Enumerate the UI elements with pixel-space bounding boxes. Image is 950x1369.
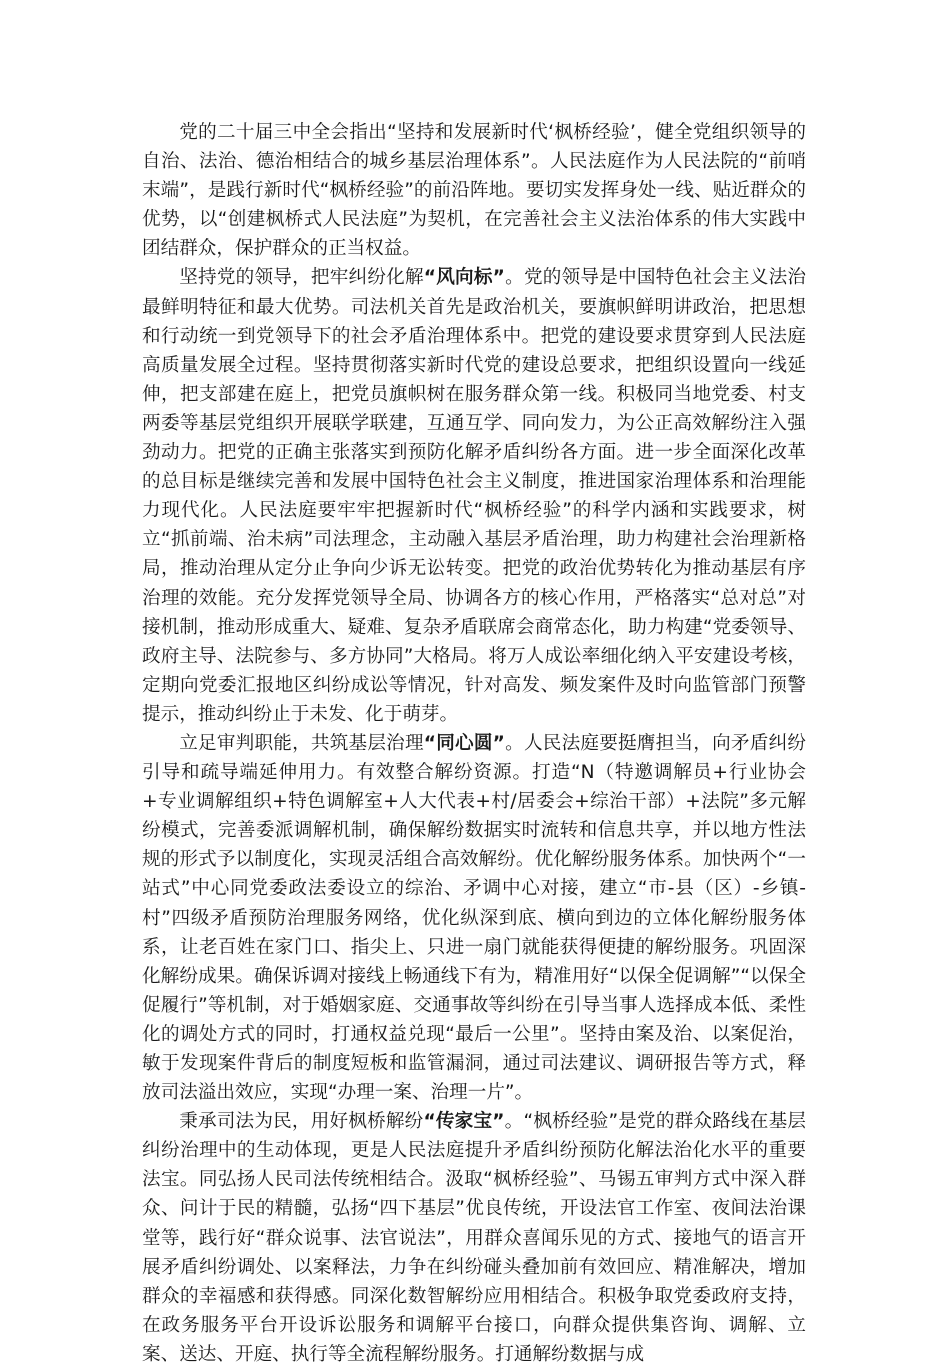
paragraph-intro [142,118,806,263]
paragraph-body: 党的二十届三中全会指出“坚持和发展新时代‘枫桥经验’，健全党组织领导的自治、法治、德治相结合的城乡基层治理体系”。人民法庭作为人民法院的“前哨末端”，是践行新时代“枫桥经验”的前沿阵地。要切实发挥身处一线、贴近群众的优势，以“创建枫桥式人民法庭”为契机，在完善社会主义法治体系的伟大实践中团结群众，保护群众的正当权益。 [142,122,806,260]
paragraph-party-leadership [142,263,806,729]
paragraph-trial-function [142,729,806,1107]
paragraph-lead: 立足审判职能，共筑基层治理 [179,732,424,754]
paragraph-body: 。“枫桥经验”是党的群众路线在基层纠纷治理中的生动体现，更是人民法庭提升矛盾纠纷预防化解法治化水平的重要法宝。同弘扬人民司法传统相结合。汲取“枫桥经验”、马锡五审判方式中深入群众、问计于民的精髓，弘扬“四下基层”优良传统，开设法官工作室、夜间法治课堂等，践行好“群众说事、法官说法”，用群众喜闻乐见的方式、接地气的语言开展矛盾纠纷调处、以案释法，力争在纠纷碰头叠加前有效回应、精准解决，增加群众的幸福感和获得感。同深化数智解纷应用相结合。积极争取党委政府支持，在政务服务平台开设诉讼服务和调解平台接口，向群众提供集咨询、调解、立案、送达、开庭、执行等全流程解纷服务。打通解纷数据与成 [142,1111,806,1365]
paragraph-lead: 坚持党的领导，把牢纠纷化解 [179,267,424,289]
document-page [142,118,806,1369]
paragraph-body: 。党的领导是中国特色社会主义法治最鲜明特征和最大优势。司法机关首先是政治机关，要旗帜鲜明讲政治，把思想和行动统一到党领导下的社会矛盾治理体系中。把党的建设要求贯穿到人民法庭高质量发展全过程。坚持贯彻落实新时代党的建设总要求，把组织设置向一线延伸，把支部建在庭上，把党员旗帜树在服务群众第一线。积极同当地党委、村支两委等基层党组织开展联学联建，互通互学、同向发力，为公正高效解纷注入强劲动力。把党的正确主张落实到预防化解矛盾纠纷各方面。进一步全面深化改革的总目标是继续完善和发展中国特色社会主义制度，推进国家治理体系和治理能力现代化。人民法庭要牢牢把握新时代“枫桥经验”的科学内涵和实践要求，树立“抓前端、治未病”司法理念，主动融入基层矛盾治理，助力构建社会治理新格局，推动治理从定分止争向少诉无讼转变。把党的政治优势转化为推动基层有序治理的效能。充分发挥党领导全局、协调各方的核心作用，严格落实“总对总”对接机制，推动形成重大、疑难、复杂矛盾联席会商常态化，助力构建“党委领导、政府主导、法院参与、多方协同”大格局。将万人成讼率细化纳入平安建设考核，定期向党委汇报地区纠纷成讼等情况，针对高发、频发案件及时向监管部门预警提示，推动纠纷止于未发、化于萌芽。 [142,267,806,725]
paragraph-body: 。人民法庭要挺膺担当，向矛盾纠纷引导和疏导端延伸用力。有效整合解纷资源。打造“N（特邀调解员+行业协会+专业调解组织+特色调解室+人大代表+村/居委会+综治干部）+法院”多元解纷模式，完善委派调解机制，确保解纷数据实时流转和信息共享，并以地方性法规的形式予以制度化，实现灵活组合高效解纷。优化解纷服务体系。加快两个“一站式”中心同党委政法委设立的综治、矛调中心对接，建立“市-县（区）-乡镇-村”四级矛盾预防治理服务网络，优化纵深到底、横向到边的立体化解纷服务体系，让老百姓在家门口、指尖上、只进一扇门就能获得便捷的解纷服务。巩固深化解纷成果。确保诉调对接线上畅通线下有为，精准用好“以保全促调解”“以保全促履行”等机制，对于婚姻家庭、交通事故等纠纷在引导当事人选择成本低、柔性化的调处方式的同时，打通权益兑现“最后一公里”。坚持由案及治、以案促治，敏于发现案件背后的制度短板和监管漏洞，通过司法建议、调研报告等方式，释放司法溢出效应，实现“办理一案、治理一片”。 [142,732,806,1104]
paragraph-heading: “同心圆” [423,732,505,754]
paragraph-justice-for-people [142,1107,806,1369]
paragraph-heading: “传家宝” [423,1111,505,1133]
paragraph-heading: “风向标” [423,267,505,289]
paragraph-lead: 秉承司法为民，用好枫桥解纷 [179,1111,424,1133]
